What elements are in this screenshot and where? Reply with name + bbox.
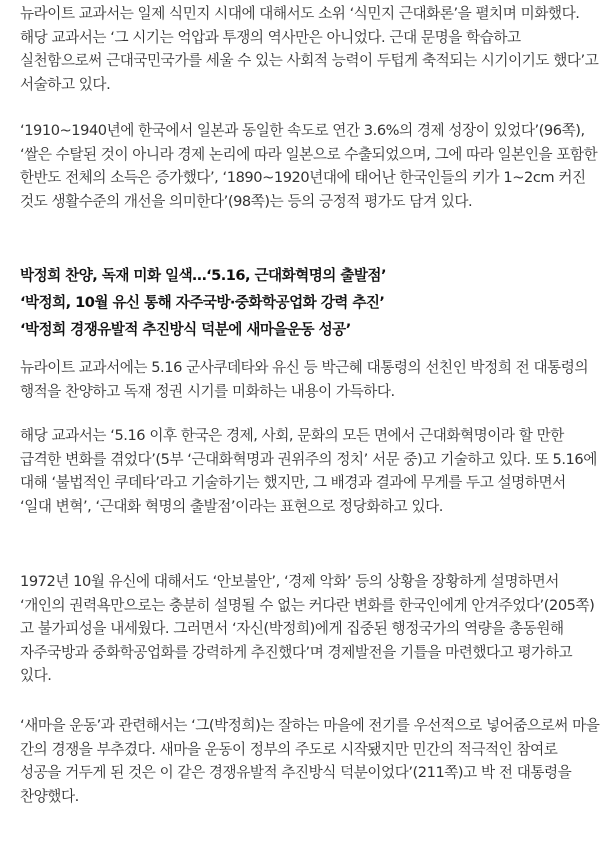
- article-paragraph: 1972년 10월 유신에 대해서도 ‘안보불안’, ‘경제 악화’ 등의 상황을 장황하게 설명하면서 ‘개인의 권력욕만으로는 충분히 설명될 수 없는 커다란 변화를 한국인에게 안겨주었다’(205쪽)고 불가피성을 내세웠다. 그러면서 ‘자신(박정희)에게 집중된 행정국가의 역량을 총동원해 자주국방과 중화학공업화를 강력하게 추진했다’며 경제발전을 기틀을 마련했다고 평가하고 있다.: [20, 573, 595, 684]
- article-paragraph: 해당 교과서는 ‘5.16 이후 한국은 경제, 사회, 문화의 모든 면에서 근대화혁명이라 할 만한 급격한 변화를 겪었다’(5부 ‘근대화혁명과 권위주의 정치’ 서문 중)고 기술하고 있다. 또 5.16에 대해 ‘불법적인 쿠데타’라고 기술하기는 했지만, 그 배경과 결과에 무게를 두고 설명하면서 ‘일대 변혁’, ‘근대화 혁명의 출발점’이라는 표현으로 정당화하고 있다.: [20, 427, 597, 515]
- article-paragraph: 뉴라이트 교과서에는 5.16 군사쿠데타와 유신 등 박근혜 대통령의 선친인 박정희 전 대통령의 행적을 찬양하고 독재 정권 시기를 미화하는 내용이 가득하다.: [20, 359, 589, 400]
- section-subheadings: [20, 262, 600, 343]
- section-subheading: ‘박정희, 10월 유신 통해 자주국방·중화학공업화 강력 추진’: [20, 294, 385, 311]
- article-paragraph: 뉴라이트 교과서는 일제 식민지 시대에 대해서도 소위 ‘식민지 근대화론’을 펼치며 미화했다. 해당 교과서는 ‘그 시기는 억압과 투쟁의 역사만은 아니었다. 근대 문명을 학습하고 실천함으로써 근대국민국가를 세울 수 있는 사회적 능력이 두텁게 축적되는 시기이기도 했다’고 서술하고 있다.: [20, 5, 599, 93]
- article-paragraph: ‘새마을 운동’과 관련해서는 ‘그(박정희)는 잘하는 마을에 전기를 우선적으로 넣어줌으로써 마을 간의 경쟁을 부추겼다. 새마을 운동이 정부의 주도로 시작됐지만 민간의 적극적인 참여로 성공을 거두게 된 것은 이 같은 경쟁유발적 추진방식 덕분이었다’(211쪽)고 박 전 대통령을 찬양했다.: [20, 717, 600, 805]
- article-paragraph: ‘1910~1940년에 한국에서 일본과 동일한 속도로 연간 3.6%의 경제 성장이 있었다’(96쪽), ‘쌀은 수탈된 것이 아니라 경제 논리에 따라 일본으로 수출되었으며, 그에 따라 일본인을 포함한 한반도 전체의 소득은 증가했다’, ‘1890~1920년대에 태어난 한국인들의 키가 1~2cm 커진 것도 생활수준의 개선을 의미한다’(98쪽)는 등의 긍정적 평가도 담겨 있다.: [20, 122, 598, 210]
- section-subheading: 박정희 찬양, 독재 미화 일색…‘5.16, 근대화혁명의 출발점’: [20, 267, 386, 284]
- section-subheading: ‘박정희 경쟁유발적 추진방식 덕분에 새마을운동 성공’: [20, 321, 351, 338]
